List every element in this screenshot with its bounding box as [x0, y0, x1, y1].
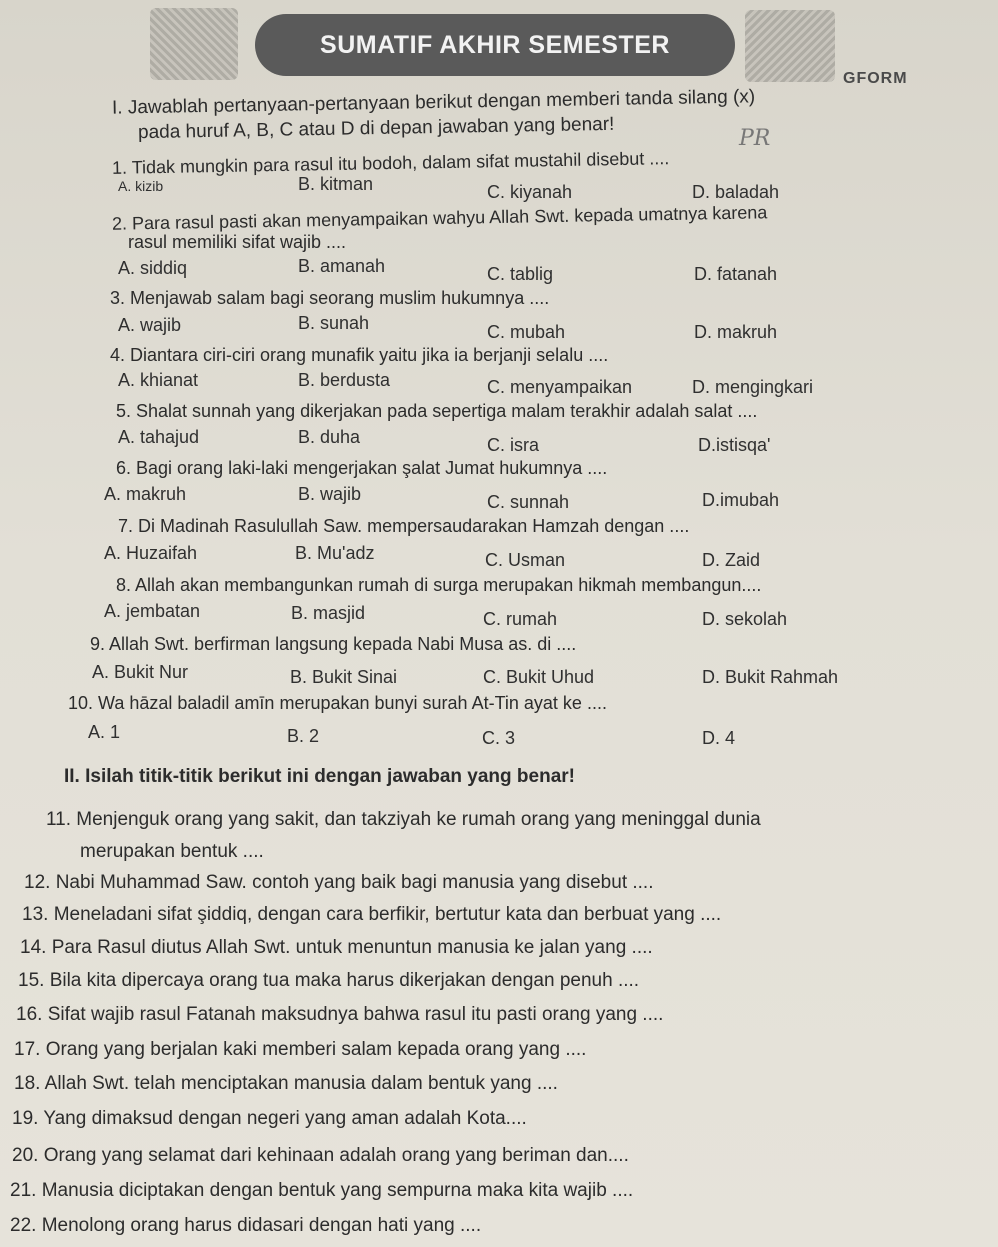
question-1: 1. Tidak mungkin para rasul itu bodoh, dalam sifat mustahil disebut ....: [111, 148, 670, 178]
section1-instruction-line2: pada huruf A, B, C atau D di depan jawaban yang benar!: [137, 113, 615, 144]
q4-option-b: B. berdusta: [298, 370, 391, 390]
question-4: 4. Diantara ciri-ciri orang munafik yaitu jika ia berjanji selalu ....: [110, 345, 609, 365]
q10-option-a: A. 1: [88, 722, 121, 742]
question-9: 9. Allah Swt. berfirman langsung kepada Nabi Musa as. di ....: [90, 634, 577, 654]
q7-option-b: B. Mu'adz: [295, 543, 375, 563]
q6-option-a: A. makruh: [104, 484, 187, 504]
q5-option-c: C. isra: [487, 435, 540, 455]
question-2-cont: rasul memiliki sifat wajib ....: [128, 232, 347, 252]
fill-item-17: 17. Orang yang berjalan kaki memberi salam kepada orang yang ....: [14, 1039, 587, 1060]
section2-instruction: II. Isilah titik-titik berikut ini dengan jawaban yang benar!: [64, 766, 575, 787]
q3-option-b: B. sunah: [298, 313, 370, 333]
title-banner: [255, 14, 735, 76]
q8-option-a: A. jembatan: [104, 601, 201, 621]
q8-option-c: C. rumah: [483, 609, 558, 629]
q1-option-d: D. baladah: [692, 182, 780, 202]
fill-item-16: 16. Sifat wajib rasul Fatanah maksudnya bahwa rasul itu pasti orang yang ....: [16, 1004, 664, 1025]
fill-item-12: 12. Nabi Muhammad Saw. contoh yang baik bagi manusia yang disebut ....: [24, 872, 654, 893]
q2-option-d: D. fatanah: [694, 264, 778, 284]
q4-option-d: D. mengingkari: [692, 377, 814, 397]
q2-option-c: C. tablig: [487, 264, 554, 284]
q7-option-c: C. Usman: [485, 550, 566, 570]
fill-item-21: 21. Manusia diciptakan dengan bentuk yang sempurna maka kita wajib ....: [10, 1180, 634, 1201]
fill-item-18: 18. Allah Swt. telah menciptakan manusia dalam bentuk yang ....: [14, 1073, 558, 1094]
q1-option-c: C. kiyanah: [487, 182, 573, 202]
q3-option-c: C. mubah: [487, 322, 566, 342]
q1-option-a: A. kizib: [118, 178, 164, 194]
q7-option-d: D. Zaid: [702, 550, 761, 570]
q10-option-b: B. 2: [287, 726, 320, 746]
fill-item-11: 11. Menjenguk orang yang sakit, dan takziyah ke rumah orang yang meninggal dunia: [46, 809, 761, 830]
fill-item-15: 15. Bila kita dipercaya orang tua maka harus dikerjakan dengan penuh ....: [18, 970, 640, 991]
q9-option-d: D. Bukit Rahmah: [702, 667, 839, 687]
q5-option-d: D.istisqa': [698, 435, 771, 455]
q9-option-b: B. Bukit Sinai: [290, 667, 398, 687]
q4-option-a: A. khianat: [118, 370, 199, 390]
q1-option-b: B. kitman: [298, 174, 374, 194]
question-5: 5. Shalat sunnah yang dikerjakan pada sepertiga malam terakhir adalah salat ....: [116, 401, 758, 421]
q10-option-d: D. 4: [702, 728, 736, 748]
q9-option-a: A. Bukit Nur: [92, 662, 189, 682]
fill-item-13: 13. Meneladani sifat şiddiq, dengan cara berfikir, bertutur kata dan berbuat yang ....: [22, 904, 722, 925]
q5-option-a: A. tahajud: [118, 427, 200, 447]
q8-option-b: B. masjid: [291, 603, 366, 623]
q9-option-c: C. Bukit Uhud: [483, 667, 595, 687]
section1-instruction-line1: I. Jawablah pertanyaan-pertanyaan berikut dengan memberi tanda silang (x): [111, 86, 756, 119]
handwritten-mark: PR: [739, 126, 771, 151]
q3-option-a: A. wajib: [118, 315, 182, 335]
question-3: 3. Menjawab salam bagi seorang muslim hukumnya ....: [110, 288, 550, 308]
q6-option-c: C. sunnah: [487, 492, 570, 512]
fill-item-14: 14. Para Rasul diutus Allah Swt. untuk menuntun manusia ke jalan yang ....: [20, 937, 653, 958]
q6-option-b: B. wajib: [298, 484, 362, 504]
fill-item-19: 19. Yang dimaksud dengan negeri yang aman adalah Kota....: [12, 1108, 527, 1129]
page-title: SUMATIF AKHIR SEMESTER: [320, 30, 670, 59]
q8-option-d: D. sekolah: [702, 609, 788, 629]
question-7: 7. Di Madinah Rasulullah Saw. mempersaudarakan Hamzah dengan ....: [118, 516, 690, 536]
q7-option-a: A. Huzaifah: [104, 543, 198, 563]
fill-item-22: 22. Menolong orang harus didasari dengan hati yang ....: [10, 1215, 482, 1236]
q3-option-d: D. makruh: [694, 322, 778, 342]
header-ornament-right: [745, 10, 835, 82]
q4-option-c: C. menyampaikan: [487, 377, 633, 397]
form-label: GFORM: [843, 70, 908, 87]
q10-option-c: C. 3: [482, 728, 516, 748]
question-2: 2. Para rasul pasti akan menyampaikan wahyu Allah Swt. kepada umatnya karena: [111, 202, 768, 234]
question-8: 8. Allah akan membangunkan rumah di surga merupakan hikmah membangun....: [116, 575, 762, 595]
q6-option-d: D.imubah: [702, 490, 780, 510]
q2-option-b: B. amanah: [298, 256, 386, 276]
q5-option-b: B. duha: [298, 427, 361, 447]
header-ornament-left: [150, 8, 238, 80]
q2-option-a: A. siddiq: [118, 258, 188, 278]
fill-item-20: 20. Orang yang selamat dari kehinaan adalah orang yang beriman dan....: [12, 1145, 629, 1166]
fill-item-11-cont: merupakan bentuk ....: [80, 841, 264, 862]
question-6: 6. Bagi orang laki-laki mengerjakan şalat Jumat hukumnya ....: [116, 458, 608, 478]
question-10: 10. Wa hāzal baladil amīn merupakan bunyi surah At-Tin ayat ke ....: [68, 693, 607, 713]
